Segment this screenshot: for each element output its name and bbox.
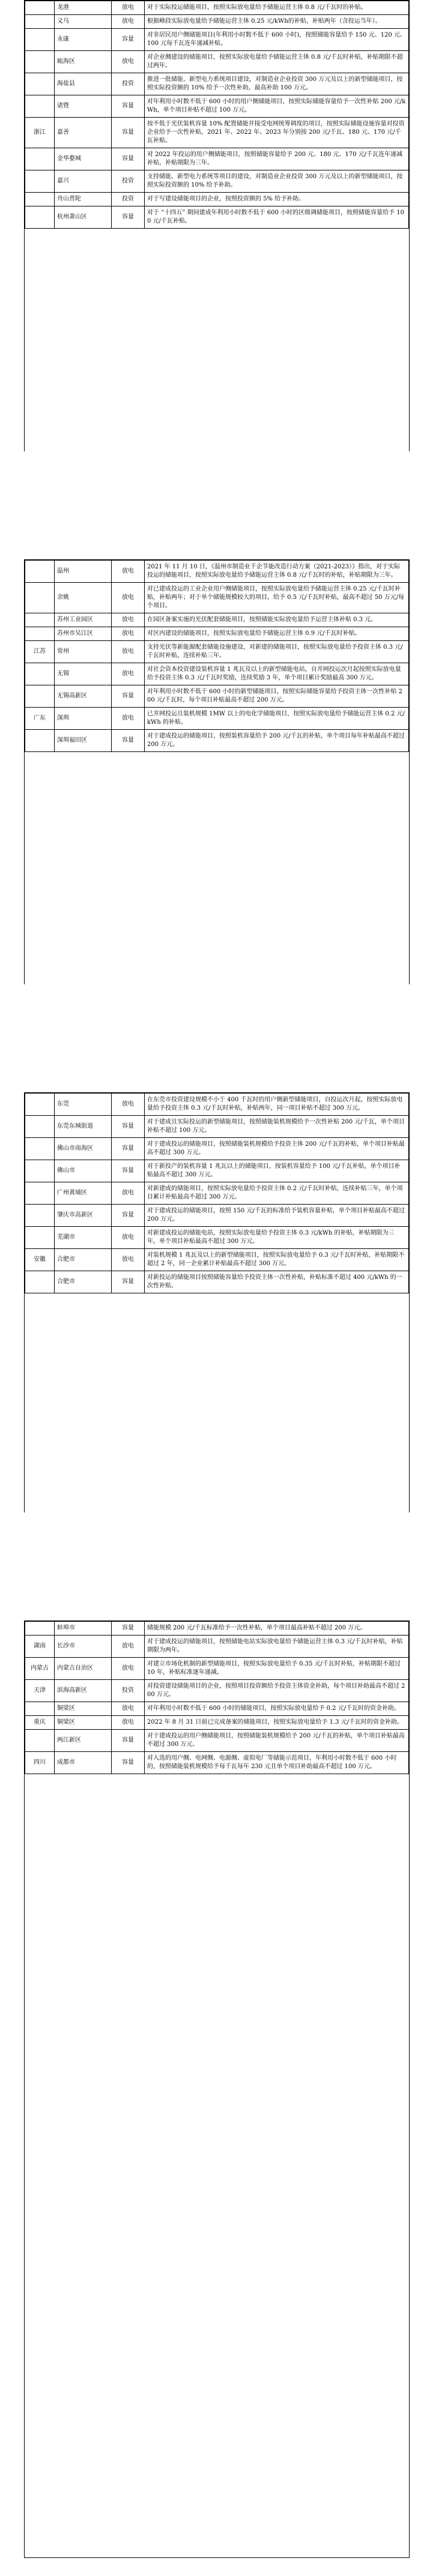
city-cell: 嘉兴 [55, 170, 112, 193]
city-cell: 成都市 [55, 1752, 112, 1774]
policy-cell: 对于实际投运储能项目，按照实际放电量给予储能运营主体 0.8 元/千瓦时的补贴。 [145, 1, 409, 15]
type-cell: 容量 [112, 1622, 145, 1636]
policy-cell: 已并网投运且装机规模 1MW 以上的电化学储能项目，按照实际放电量给予储能运营主体 0.2 元/kWh 的补贴。 [145, 708, 409, 730]
city-cell: 余姚 [55, 583, 112, 613]
table-row [25, 1716, 409, 1730]
city-cell: 广州黄埔区 [55, 1182, 112, 1205]
table-row [25, 1271, 409, 1293]
policy-cell: 对年利用小时数不低于 600 小时的储能项目，按照实际放电量给予 0.2 元/千瓦时的资金补助。 [145, 1702, 409, 1716]
city-cell: 铜梁区 [55, 1716, 112, 1730]
policy-cell: 对社会资本投资建设装机容量 1 兆瓦及以上的新型储能电站，自并网投运次月起按照实际放电量给予投资主体 0.3 元/千瓦时奖励，连续奖励 3 年，单个项目累计奖励最高 300 万元。 [145, 663, 409, 685]
city-cell: 常州 [55, 641, 112, 663]
region-cell [25, 1622, 55, 1636]
type-cell: 放电 [112, 1658, 145, 1680]
policy-rows [25, 1094, 409, 1293]
policy-cell: 对于新投产的装机容量 1 兆瓦以上的储能项目，按装机容量给予 100 元/千瓦补贴，单个项目补贴最高不超过 300 万元。 [145, 1160, 409, 1182]
type-cell: 容量 [112, 118, 145, 148]
city-cell: 佛山市 [55, 1160, 112, 1182]
policy-cell: 对于写建设储能项目的企业，按照投资额的 5% 给予补助。 [145, 193, 409, 206]
city-cell: 无锡高新区 [55, 685, 112, 708]
table-row [25, 1702, 409, 1716]
type-cell: 放电 [112, 1227, 145, 1249]
page-gap [0, 1512, 442, 1621]
table-row [25, 1138, 409, 1160]
policy-cell: 对非居民用户侧储能项目(年利用小时数不低于 600 小时)，按照储能容量给予 150 元、120 元、100 元每千瓦连年递减补贴。 [145, 29, 409, 51]
policy-cell: 在东莞市投资建设规模不小于 400 千瓦时的用户侧新型储能项目，自投运次月起，按照实际放电量给予投资主体 0.3 元/千瓦时补贴，补贴两年，同一项目补贴不超过 300 万元。 [145, 1094, 409, 1116]
policy-cell: 对区内建设的储能项目，按照实际放电量给予储能运营主体 0.9 元/千瓦时补贴。 [145, 627, 409, 641]
city-cell: 舟山普陀 [55, 193, 112, 206]
table-row [25, 1160, 409, 1182]
region-cell [25, 1702, 55, 1716]
policy-cell: 对于建成投运的储能项目，按照储能装机规模给予投资主体 200 元/千瓦的补贴，单个项目补贴最高不超过 300 万元。 [145, 1138, 409, 1160]
region-cell [25, 583, 55, 613]
table-row [25, 1730, 409, 1752]
policy-table [25, 1093, 409, 1293]
policy-cell: 支持储能、新型电力系统等项目的建设，对制造业企业投资 300 万元及以上的新型储能项目，按照实际投资额的 10% 给予补助。 [145, 170, 409, 193]
table-row [25, 1658, 409, 1680]
city-cell: 永康 [55, 29, 112, 51]
region-cell [25, 15, 55, 29]
table-row [25, 1094, 409, 1116]
region-cell [25, 627, 55, 641]
type-cell: 放电 [112, 627, 145, 641]
policy-cell: 储能规模 200 元/千瓦标准给予一次性补贴，单个项目最高补贴不超过 200 万元。 [145, 1622, 409, 1636]
region-cell: 天津 [25, 1680, 55, 1702]
policy-cell: 2022 年 8 月 31 日前已完成备案的储能项目，按照实际放电量给予 1.3 元/千瓦时的资金补助。 [145, 1716, 409, 1730]
table-row [25, 627, 409, 641]
policy-cell: 对于建成投运的用户侧储能项目，按照储能装机规模给予 200 元/千瓦的补贴，单个项目补贴最高不超过 300 万元。 [145, 1730, 409, 1752]
policy-cell: 根据峰段实际放电量给予储能运营主体 0.25 元/kWh的补贴，补贴两年（含投运当年）。 [145, 15, 409, 29]
policy-cell: 对新建成的储能项目，按照实际放电量给予投资主体 0.2 元/千瓦时补贴，连续补贴三年，单个项目累计补贴最高不超过 300 万元。 [145, 1182, 409, 1205]
policy-table [25, 1, 409, 229]
region-cell [25, 1094, 55, 1116]
policy-cell: 对 2022 年投运的用户侧储能项目，按照储能容量给予 200 元、180 元、170 元/千瓦连年递减补贴，补贴期限为三年。 [145, 148, 409, 170]
type-cell: 放电 [112, 583, 145, 613]
policy-cell: 对已建成投运的工业企业用户侧储能项目，按照实际放电量给予储能运营主体 0.25 元/千瓦时补贴，补贴两年；对于单个储能规模较大的项目，给予 0.5 元/千瓦时补贴，最高不超过 50 万元/每个项目。 [145, 583, 409, 613]
policy-cell: 对年利用小时数不低于 600 小时的用户侧储能项目，按照实际储能容量给予一次性补贴 200 元/kWh，单个项目补贴不超过 100 万元。 [145, 95, 409, 118]
region-cell [25, 73, 55, 95]
table-row [25, 1622, 409, 1636]
policy-table [25, 560, 409, 752]
type-cell: 放电 [112, 51, 145, 73]
table-row [25, 1116, 409, 1138]
city-cell: 苏州市吴江区 [55, 627, 112, 641]
region-cell [25, 561, 55, 583]
city-cell: 蚌埠市 [55, 1622, 112, 1636]
policy-cell: 对于建成投运的储能项目，按照 150 元/千瓦的标准给予装机容量补贴，单个项目补贴最高不超过 200 万元。 [145, 1205, 409, 1227]
table-row [25, 51, 409, 73]
table-row [25, 685, 409, 708]
type-cell: 容量 [112, 1752, 145, 1774]
region-cell [25, 95, 55, 118]
type-cell: 投资 [112, 73, 145, 95]
city-cell: 金华婺城 [55, 148, 112, 170]
region-cell: 重庆 [25, 1716, 55, 1730]
region-cell [25, 51, 55, 73]
city-cell: 海盐县 [55, 73, 112, 95]
policy-table-page-4 [24, 1621, 410, 2558]
table-row [25, 15, 409, 29]
city-cell: 合肥市 [55, 1271, 112, 1293]
table-row [25, 1249, 409, 1271]
city-cell: 东莞东城街道 [55, 1116, 112, 1138]
policy-cell: 对入选的用户侧、电网侧、电源侧、虚拟电厂等储能示范项目，年利用小时数不低于 600 小时的，按照储能装机规模给予每千瓦每年 230 元且单个项目补助最高不超过 100 万元。 [145, 1752, 409, 1774]
city-cell: 苏州工业园区 [55, 613, 112, 627]
city-cell: 肇庆市高新区 [55, 1205, 112, 1227]
policy-cell: 对投资建设储能项目的企业，按照项目投资额给予投资主体资金补助，每个项目补助最高不超过 200 万元。 [145, 1680, 409, 1702]
policy-table-page-2 [24, 559, 410, 986]
region-cell [25, 1160, 55, 1182]
table-row [25, 613, 409, 627]
region-cell [25, 663, 55, 685]
type-cell: 放电 [112, 663, 145, 685]
policy-cell: 在园区备案实施的光伏配套储能项目，按照储能实际放电量给予运营主体补贴 0.3 元。 [145, 613, 409, 627]
region-cell [25, 613, 55, 627]
table-row [25, 708, 409, 730]
type-cell: 投资 [112, 1680, 145, 1702]
policy-rows [25, 1622, 409, 1774]
policy-cell: 对于建成且实际投运的新型储能项目，按照储能装机规模给予一次性补贴 200 元/千瓦，单个项目补贴不超过 100 万元。 [145, 1116, 409, 1138]
region-cell [25, 1116, 55, 1138]
city-cell: 东莞 [55, 1094, 112, 1116]
policy-cell: 对于 “十四五” 期间建成年利用小时数不低于 600 小时的区级调储能项目，按照储能容量给予 100 元/千瓦补贴。 [145, 206, 409, 229]
region-cell [25, 170, 55, 193]
type-cell: 放电 [112, 1702, 145, 1716]
type-cell: 放电 [112, 15, 145, 29]
city-cell: 芜湖市 [55, 1227, 112, 1249]
city-cell: 铜梁区 [55, 1702, 112, 1716]
type-cell: 容量 [112, 95, 145, 118]
city-cell: 温州 [55, 561, 112, 583]
policy-rows [25, 561, 409, 752]
region-cell: 安徽 [25, 1249, 55, 1271]
region-cell [25, 206, 55, 229]
region-cell: 内蒙古 [25, 1658, 55, 1680]
region-cell [25, 1, 55, 15]
region-cell: 浙江 [25, 118, 55, 148]
region-cell: 江苏 [25, 641, 55, 663]
type-cell: 投资 [112, 193, 145, 206]
table-row [25, 1205, 409, 1227]
table-row [25, 641, 409, 663]
policy-cell: 对装机规模 1 兆瓦及以上的新型储能项目，按照实际放电量给予 0.3 元/千瓦时补贴，补贴期限不超过 2 年，同一企业累计补贴最高不超过 300 万元。 [145, 1249, 409, 1271]
region-cell: 广东 [25, 708, 55, 730]
city-cell: 滨海高新区 [55, 1680, 112, 1702]
type-cell: 放电 [112, 613, 145, 627]
table-row [25, 730, 409, 752]
type-cell: 放电 [112, 1249, 145, 1271]
type-cell: 放电 [112, 641, 145, 663]
table-row [25, 1752, 409, 1774]
city-cell: 杭州萧山区 [55, 206, 112, 229]
city-cell: 诸暨 [55, 95, 112, 118]
table-row [25, 1182, 409, 1205]
policy-table [25, 1621, 409, 1774]
type-cell: 容量 [112, 1138, 145, 1160]
policy-cell: 对新投运的储能项目按照储能容量给予投资主体一次性补贴，补贴标准不超过 400 元/kWh 的一次性补贴。 [145, 1271, 409, 1293]
region-cell [25, 730, 55, 752]
table-row [25, 1, 409, 15]
region-cell [25, 148, 55, 170]
city-cell: 合肥市 [55, 1249, 112, 1271]
policy-cell: 对年利用小时数不低于 600 小时的新型储能项目，按照实际储能容量给予投资主体一次性补贴 200 元/千瓦时，每个项目补贴最高不超过 200 万元。 [145, 685, 409, 708]
type-cell: 容量 [112, 1730, 145, 1752]
type-cell: 放电 [112, 1716, 145, 1730]
type-cell: 容量 [112, 1205, 145, 1227]
table-row [25, 561, 409, 583]
city-cell: 嘉善 [55, 118, 112, 148]
region-cell [25, 29, 55, 51]
city-cell: 无锡 [55, 663, 112, 685]
city-cell: 两江新区 [55, 1730, 112, 1752]
region-cell [25, 1730, 55, 1752]
table-row [25, 118, 409, 148]
city-cell: 内蒙古自治区 [55, 1658, 112, 1680]
policy-rows [25, 1, 409, 229]
type-cell: 放电 [112, 1094, 145, 1116]
type-cell: 容量 [112, 1160, 145, 1182]
region-cell [25, 1271, 55, 1293]
table-row [25, 73, 409, 95]
type-cell: 放电 [112, 708, 145, 730]
type-cell: 放电 [112, 1636, 145, 1658]
type-cell: 容量 [112, 29, 145, 51]
table-row [25, 1227, 409, 1249]
type-cell: 容量 [112, 1271, 145, 1293]
region-cell [25, 1138, 55, 1160]
policy-table-page-1 [24, 0, 410, 453]
city-cell: 深圳 [55, 708, 112, 730]
city-cell: 深圳福田区 [55, 730, 112, 752]
table-row [25, 95, 409, 118]
policy-cell: 推进一批储能、新型电力系统项目建设，对制造业企业投资 300 万元及以上的新型储能项目，按照实际投资额的 10% 给予一次性补助，最高补助 100 万元。 [145, 73, 409, 95]
region-cell [25, 1227, 55, 1249]
type-cell: 放电 [112, 1, 145, 15]
city-cell: 佛山市南海区 [55, 1138, 112, 1160]
policy-cell: 对于建成投运的储能项目，按照储能电站实际放电量给予储能运营主体 0.3 元/千瓦时补贴，补贴期限为两年。 [145, 1636, 409, 1658]
type-cell: 投资 [112, 170, 145, 193]
policy-cell: 2021 年 11 月 10 日，《温州市制造业千企节能改造行动方案（2021-2023）》指出，对于实际投运的储能项目，按照实际放电量给予储能运营主体 0.8 元/千瓦时的补贴，补贴期限为三年。 [145, 561, 409, 583]
policy-table-page-3 [24, 1092, 410, 1514]
policy-cell: 按不低于光伏装机容量 10% 配置储能并接受电网统筹调度的项目，按照实际储能设施容量对投资企业给予一次性补贴，2021 年、2022 年、2023 年分别按 200 元/千瓦、180 元、170 元/千瓦补贴。 [145, 118, 409, 148]
table-row [25, 206, 409, 229]
policy-cell: 对于建成投运的储能项目，按照装机容量给予 200 元/千瓦的补贴，单个项目每年补贴最高不超过 200 万元。 [145, 730, 409, 752]
city-cell: 长沙市 [55, 1636, 112, 1658]
type-cell: 容量 [112, 148, 145, 170]
page-gap [0, 451, 442, 559]
table-row [25, 170, 409, 193]
type-cell: 容量 [112, 206, 145, 229]
type-cell: 放电 [112, 561, 145, 583]
table-row [25, 663, 409, 685]
city-cell: 瓯海区 [55, 51, 112, 73]
policy-cell: 对建立市场化机制的新型储能项目，按照实际放电量给予 0.35 元/千瓦时补贴，补贴期限不超过 10 年，补贴标准逐年递减。 [145, 1658, 409, 1680]
city-cell: 龙港 [55, 1, 112, 15]
table-row [25, 29, 409, 51]
policy-cell: 对企业侧建设的储能项目，按照实际放电量给予储能运营主体 0.8 元/千瓦时补贴，补贴期限不超过两年。 [145, 51, 409, 73]
policy-cell: 对新建成投运的储能电站，按照实际放电量给予投资主体 0.3 元/kWh 的补贴，补贴期限为三年，单个项目补贴最高不超过 300 万元。 [145, 1227, 409, 1249]
table-row [25, 1680, 409, 1702]
region-cell: 四川 [25, 1752, 55, 1774]
city-cell: 义乌 [55, 15, 112, 29]
region-cell [25, 685, 55, 708]
table-row [25, 583, 409, 613]
policy-cell: 支持光伏等新能源配套储能设施建设，对新建的储能项目，按照实际放电量给予投资主体 0.3 元/千瓦时补贴，连续补贴三年。 [145, 641, 409, 663]
region-cell [25, 193, 55, 206]
table-row [25, 1636, 409, 1658]
type-cell: 容量 [112, 1116, 145, 1138]
type-cell: 放电 [112, 1182, 145, 1205]
table-row [25, 193, 409, 206]
region-cell [25, 1182, 55, 1205]
table-row [25, 148, 409, 170]
page-gap [0, 984, 442, 1092]
region-cell [25, 1205, 55, 1227]
region-cell: 湖南 [25, 1636, 55, 1658]
type-cell: 容量 [112, 730, 145, 752]
type-cell: 容量 [112, 685, 145, 708]
